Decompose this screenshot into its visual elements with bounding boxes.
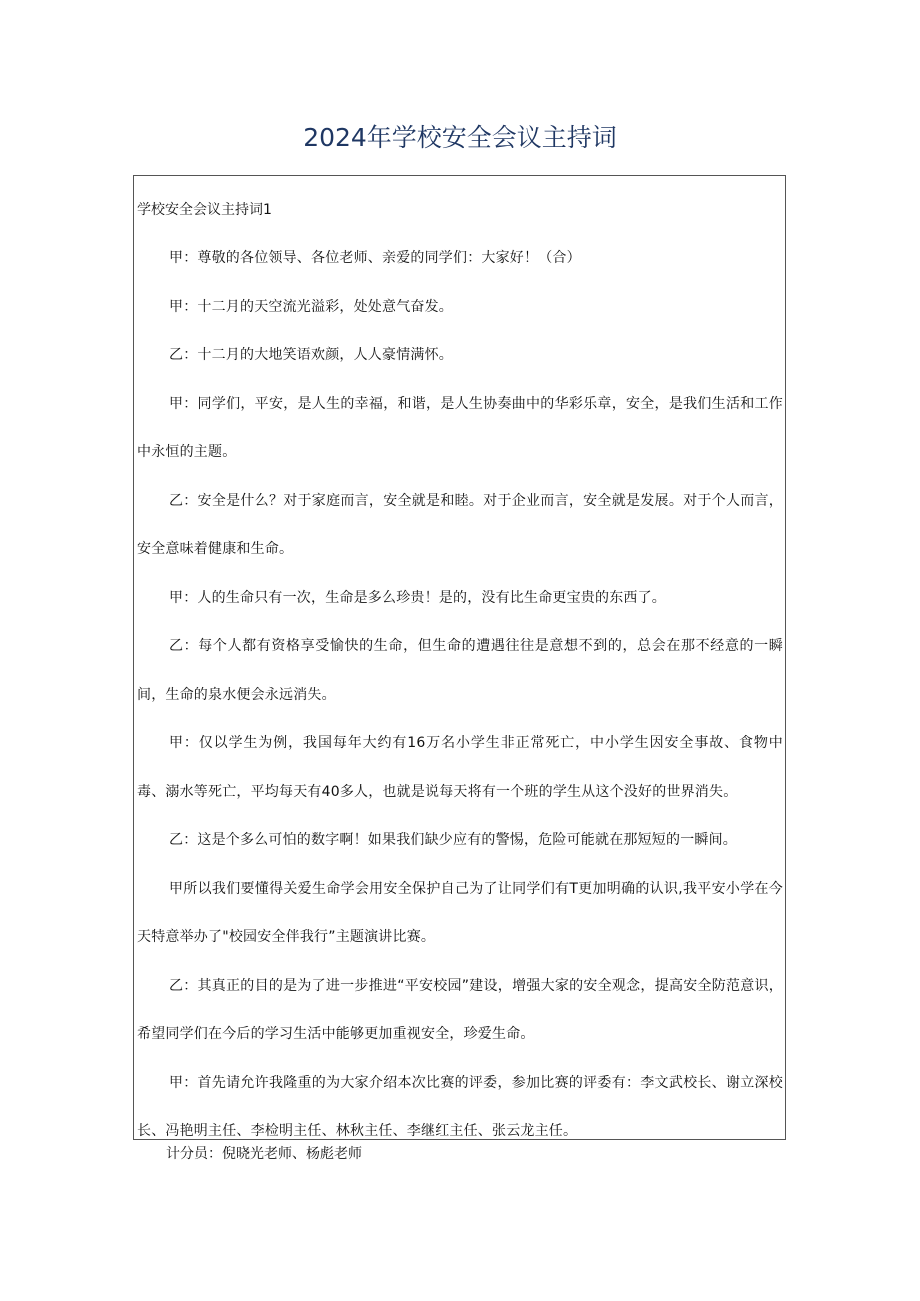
paragraph: 甲：十二月的天空流光溢彩，处处意气奋发。	[169, 298, 453, 315]
paragraph: 甲：同学们，平安，是人生的幸福，和谐，是人生协奏曲中的华彩乐章，安全，是我们生活和工作中永恒的主题。	[137, 395, 783, 460]
paragraph: 甲所以我们要懂得关爱生命学会用安全保护自己为了让同学们有T更加明确的认识,我平安小学在今天特意举办了"校园安全伴我行”主题演讲比赛。	[137, 880, 783, 945]
paragraph: 乙：每个人都有资格享受愉快的生命，但生命的遭遇往往是意想不到的，总会在那不经意的一瞬间，生命的泉水便会永远消失。	[137, 638, 783, 703]
paragraph: 乙：安全是什么？对于家庭而言，安全就是和睦。对于企业而言，安全就是发展。对于个人而言，安全意味着健康和生命。	[137, 492, 783, 557]
scorekeeper-line: 计分员：倪晓光老师、杨彪老师	[166, 1146, 362, 1162]
paragraph: 甲：首先请允许我隆重的为大家介绍本次比赛的评委，参加比赛的评委有：李文武校长、谢立深校长、冯艳明主任、李检明主任、林秋主任、李继红主任、张云龙主任。	[137, 1074, 783, 1139]
paragraph: 甲：尊敬的各位领导、各位老师、亲爱的同学们：大家好！（合）	[169, 250, 581, 266]
paragraph: 乙：十二月的大地笑语欢颜，人人豪情满怀。	[169, 347, 453, 363]
paragraph: 甲：仅以学生为例，我国每年大约有16万名小学生非正常死亡，中小学生因安全事故、食物中毒、溺水等死亡，平均每天有40多人，也就是说每天将有一个班的学生从这个没好的世界消失。	[137, 735, 783, 800]
paragraph: 乙：这是个多么可怕的数字啊！如果我们缺少应有的警惕，危险可能就在那短短的一瞬间。	[169, 832, 737, 848]
section-heading: 学校安全会议主持词1	[137, 202, 272, 218]
paragraph: 乙：其真正的目的是为了进一步推进“平安校园”建设，增强大家的安全观念，提高安全防范意识，希望同学们在今后的学习生活中能够更加重视安全，珍爱生命。	[137, 977, 783, 1042]
paragraph: 甲：人的生命只有一次，生命是多么珍贵！是的，没有比生命更宝贵的东西了。	[169, 589, 666, 606]
content-box	[133, 175, 786, 1140]
page-title: 2024年学校安全会议主持词	[303, 123, 617, 152]
